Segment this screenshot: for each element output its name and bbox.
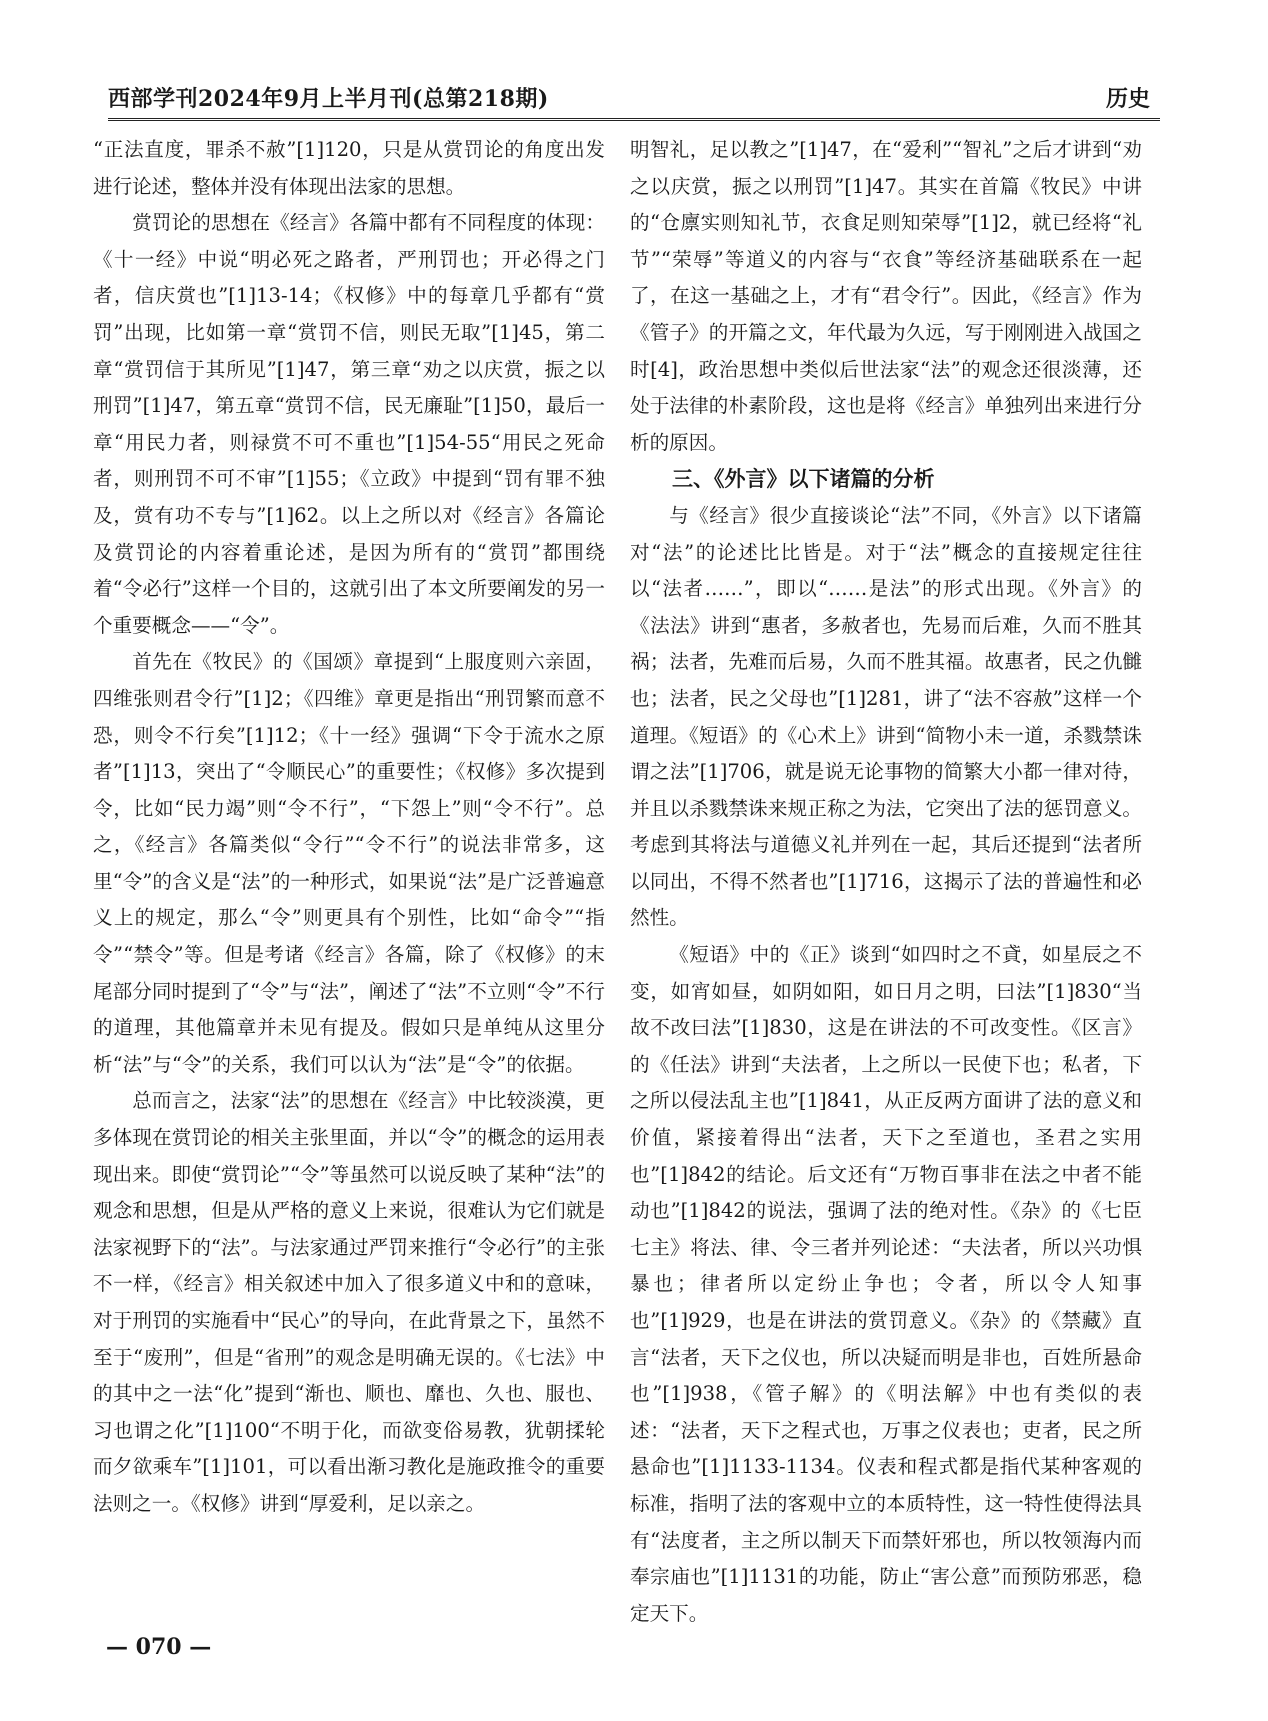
running-header — [108, 78, 1160, 121]
page-number: — 070 — — [106, 1634, 212, 1660]
paragraph: 首先在《牧民》的《国颂》章提到“上服度则六亲固，四维张则君令行”[1]2；《四维》章更是指出“刑罚繁而意不恐，则令不行矣”[1]12；《十一经》强调“下令于流水之原者”[1]13，突出了“令顺民心”的重要性；《权修》多次提到令，比如“民力竭”则“令不行”，“下怨上”则“令不行”。总之，《经言》各篇类似“令行”“令不行”的说法非常多，这里“令”的含义是“法”的一种形式，如果说“法”是广泛普遍意义上的规定，那么“令”则更具有个别性，比如“命令”“指令”“禁令”等。但是考诸《经言》各篇，除了《权修》的末尾部分同时提到了“令”与“法”，阐述了“法”不立则“令”不行的道理，其他篇章并未见有提及。假如只是单纯从这里分析“法”与“令”的关系，我们可以认为“法”是“令”的依据。 — [93, 650, 605, 1076]
paragraph: 赏罚论的思想在《经言》各篇中都有不同程度的体现：《十一经》中说“明必死之路者，严刑罚也；开必得之门者，信庆赏也”[1]13-14；《权修》中的每章几乎都有“赏罚”出现，比如第一章“赏罚不信，则民无取”[1]45，第二章“赏罚信于其所见”[1]47，第三章“劝之以庆赏，振之以刑罚”[1]47，第五章“赏罚不信，民无廉耻”[1]50，最后一章“用民力者，则禄赏不可不重也”[1]54-55“用民之死命者，则刑罚不可不审”[1]55；《立政》中提到“罚有罪不独及，赏有功不专与”[1]62。以上之所以对《经言》各篇论及赏罚论的内容着重论述，是因为所有的“赏罚”都围绕着“令必行”这样一个目的，这就引出了本文所要阐发的另一个重要概念——“令”。 — [93, 211, 605, 637]
journal-title: 西部学刊2024年9月上半月刊(总第218期) — [108, 86, 549, 112]
paragraph: 《短语》中的《正》谈到“如四时之不貣，如星辰之不变，如宵如昼，如阴如阳，如日月之明，曰法”[1]830“当故不改曰法”[1]830，这是在讲法的不可改变性。《区言》的《任法》讲到“夫法者，上之所以一民使下也；私者，下之所以侵法乱主也”[1]841，从正反两方面讲了法的意义和价值，紧接着得出“法者，天下之至道也，圣君之实用也”[1]842的结论。后文还有“万物百事非在法之中者不能动也”[1]842的说法，强调了法的绝对性。《杂》的《七臣七主》将法、律、令三者并列论述：“夫法者，所以兴功惧暴也；律者所以定纷止争也；令者，所以令人知事也”[1]929，也是在讲法的赏罚意义。《杂》的《禁藏》直言“法者，天下之仪也，所以决疑而明是非也，百姓所悬命也”[1]938，《管子解》的《明法解》中也有类似的表述：“法者，天下之程式也，万事之仪表也；吏者，民之所悬命也”[1]1133-1134。仪表和程式都是指代某种客观的标准，指明了法的客观中立的本质特性，这一特性使得法具有“法度者，主之所以制天下而禁奸邪也，所以牧领海内而奉宗庙也”[1]1131的功能，防止“害公意”而预防邪恶，稳定天下。 — [630, 943, 1142, 1625]
paragraph: 总而言之，法家“法”的思想在《经言》中比较淡漠，更多体现在赏罚论的相关主张里面，并以“令”的概念的运用表现出来。即使“赏罚论”“令”等虽然可以说反映了某种“法”的观念和思想，但是从严格的意义上来说，很难认为它们就是法家视野下的“法”。与法家通过严罚来推行“令必行”的主张不一样，《经言》相关叙述中加入了很多道义中和的意味，对于刑罚的实施看中“民心”的导向，在此背景之下，虽然不至于“废刑”，但是“省刑”的观念是明确无误的。《七法》中的其中之一法“化”提到“渐也、顺也、靡也、久也、服也、习也谓之化”[1]100“不明于化，而欲变俗易教，犹朝揉轮而夕欲乘车”[1]101，可以看出渐习教化是施政推令的重要法则之一。《权修》讲到“厚爱利，足以亲之。 — [93, 1089, 605, 1515]
paragraph: 明智礼，足以教之”[1]47，在“爱利”“智礼”之后才讲到“劝之以庆赏，振之以刑罚”[1]47。其实在首篇《牧民》中讲的“仓廪实则知礼节，衣食足则知荣辱”[1]2，就已经将“礼节”“荣辱”等道义的内容与“衣食”等经济基础联系在一起了，在这一基础之上，才有“君令行”。因此，《经言》作为《管子》的开篇之文，年代最为久远，写于刚刚进入战国之时[4]，政治思想中类似后世法家“法”的观念还很淡薄，还处于法律的朴素阶段，这也是将《经言》单独列出来进行分析的原因。 — [630, 138, 1142, 454]
left-column — [93, 132, 605, 1523]
right-column — [630, 132, 1142, 1632]
section-label: 历史 — [1105, 87, 1150, 112]
paragraph: “正法直度，罪杀不赦”[1]120，只是从赏罚论的角度出发进行论述，整体并没有体现出法家的思想。 — [93, 138, 605, 198]
paragraph: 与《经言》很少直接谈论“法”不同，《外言》以下诸篇对“法”的论述比比皆是。对于“法”概念的直接规定往往以“法者……”，即以“……是法”的形式出现。《外言》的《法法》讲到“惠者，多赦者也，先易而后难，久而不胜其祸；法者，先难而后易，久而不胜其福。故惠者，民之仇雠也；法者，民之父母也”[1]281，讲了“法不容赦”这样一个道理。《短语》的《心术上》讲到“简物小未一道，杀戮禁诛谓之法”[1]706，就是说无论事物的简繁大小都一律对待，并且以杀戮禁诛来规正称之为法，它突出了法的惩罚意义。考虑到其将法与道德义礼并列在一起，其后还提到“法者所以同出，不得不然者也”[1]716，这揭示了法的普遍性和必然性。 — [630, 503, 1142, 930]
section-heading: 三、《外言》以下诸篇的分析 — [672, 467, 935, 492]
